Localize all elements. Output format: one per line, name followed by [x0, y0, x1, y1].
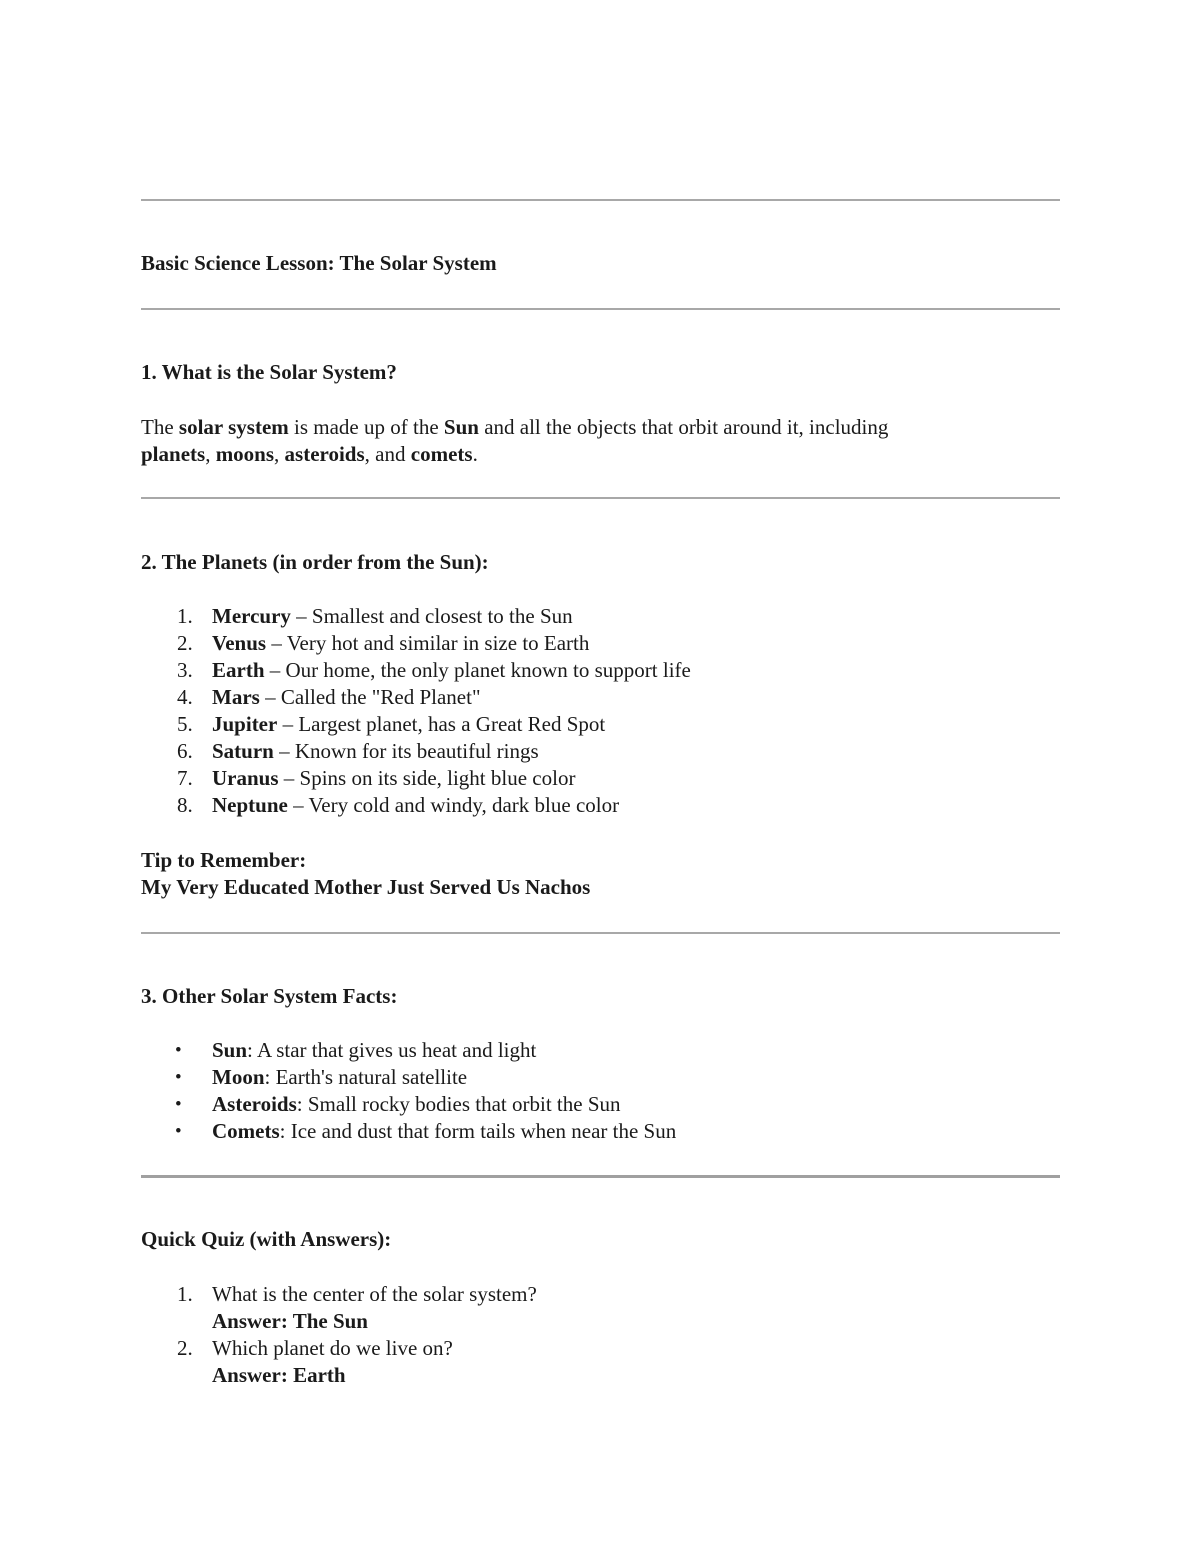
planet-name: Uranus [212, 766, 279, 790]
term-moons: moons [215, 442, 275, 466]
term-comets: comets [410, 442, 473, 466]
planet-name: Mercury [212, 604, 291, 628]
horizontal-rule [141, 199, 1060, 201]
tip-block [141, 847, 1060, 901]
list-item [141, 1118, 1060, 1145]
planet-description: – Known for its beautiful rings [273, 739, 539, 763]
bullet-icon: • [175, 1067, 182, 1088]
list-item [141, 711, 1060, 738]
document-title: Basic Science Lesson: The Solar System [141, 251, 497, 275]
planet-description: – Very cold and windy, dark blue color [287, 793, 620, 817]
section-2-heading: 2. The Planets (in order from the Sun): [141, 550, 489, 574]
list-number: 1. [177, 1282, 193, 1306]
list-number: 6. [177, 739, 193, 763]
quiz-answer: Answer: Earth [212, 1363, 346, 1387]
planet-name: Earth [212, 658, 265, 682]
list-number: 4. [177, 685, 193, 709]
bullet-icon: • [175, 1121, 182, 1142]
section-1-paragraph [141, 414, 1060, 468]
text-run: The [141, 415, 179, 439]
planet-name: Jupiter [212, 712, 278, 736]
quiz-answer: Answer: The Sun [212, 1309, 368, 1333]
bullet-icon: • [175, 1094, 182, 1115]
term-planets: planets [141, 442, 206, 466]
text-run: and all the objects that orbit around it, including [478, 415, 889, 439]
quiz-question: Which planet do we live on? [212, 1336, 453, 1360]
quiz-heading: Quick Quiz (with Answers): [141, 1227, 392, 1251]
quiz-item [141, 1335, 1060, 1389]
planet-description: – Very hot and similar in size to Earth [266, 631, 590, 655]
list-item [141, 684, 1060, 711]
fact-term: Sun [212, 1038, 248, 1062]
list-item [141, 1091, 1060, 1118]
planet-description: – Called the "Red Planet" [259, 685, 481, 709]
text-run: , [205, 442, 216, 466]
list-item [141, 657, 1060, 684]
quiz-list [141, 1281, 1060, 1389]
facts-list [141, 1037, 1060, 1145]
planet-description: – Our home, the only planet known to support life [264, 658, 691, 682]
term-sun: Sun [443, 415, 479, 439]
list-number: 5. [177, 712, 193, 736]
fact-term: Moon [212, 1065, 265, 1089]
fact-description: : Earth's natural satellite [264, 1065, 468, 1089]
term-asteroids: asteroids [284, 442, 365, 466]
text-run: is made up of the [288, 415, 444, 439]
planet-name: Neptune [212, 793, 288, 817]
term-solar-system: solar system [178, 415, 289, 439]
list-item [141, 603, 1060, 630]
planet-description: – Largest planet, has a Great Red Spot [277, 712, 606, 736]
quiz-question: What is the center of the solar system? [212, 1282, 537, 1306]
fact-description: : A star that gives us heat and light [247, 1038, 537, 1062]
list-number: 2. [177, 1336, 193, 1360]
list-number: 1. [177, 604, 193, 628]
list-item [141, 1064, 1060, 1091]
fact-term: Comets [212, 1119, 280, 1143]
planet-description: – Spins on its side, light blue color [278, 766, 576, 790]
section-3-heading: 3. Other Solar System Facts: [141, 984, 398, 1008]
bullet-icon: • [175, 1040, 182, 1061]
horizontal-rule [141, 932, 1060, 934]
fact-description: : Small rocky bodies that orbit the Sun [296, 1092, 621, 1116]
list-item [141, 1037, 1060, 1064]
horizontal-rule [141, 497, 1060, 499]
fact-term: Asteroids [212, 1092, 297, 1116]
list-number: 7. [177, 766, 193, 790]
list-item [141, 630, 1060, 657]
planet-name: Venus [212, 631, 267, 655]
text-run: , and [364, 442, 411, 466]
list-item [141, 738, 1060, 765]
planet-name: Saturn [212, 739, 274, 763]
tip-mnemonic: My Very Educated Mother Just Served Us Nachos [141, 875, 591, 899]
horizontal-rule [141, 1175, 1060, 1178]
section-1-heading: 1. What is the Solar System? [141, 360, 397, 384]
text-run: , [274, 442, 285, 466]
horizontal-rule [141, 308, 1060, 310]
list-item [141, 765, 1060, 792]
text-run: . [472, 442, 478, 466]
list-item [141, 792, 1060, 819]
planet-list [141, 603, 1060, 819]
tip-label: Tip to Remember: [141, 848, 307, 872]
planet-name: Mars [212, 685, 260, 709]
quiz-item [141, 1281, 1060, 1335]
list-number: 3. [177, 658, 193, 682]
list-number: 2. [177, 631, 193, 655]
fact-description: : Ice and dust that form tails when near the Sun [279, 1119, 677, 1143]
list-number: 8. [177, 793, 193, 817]
planet-description: – Smallest and closest to the Sun [290, 604, 573, 628]
